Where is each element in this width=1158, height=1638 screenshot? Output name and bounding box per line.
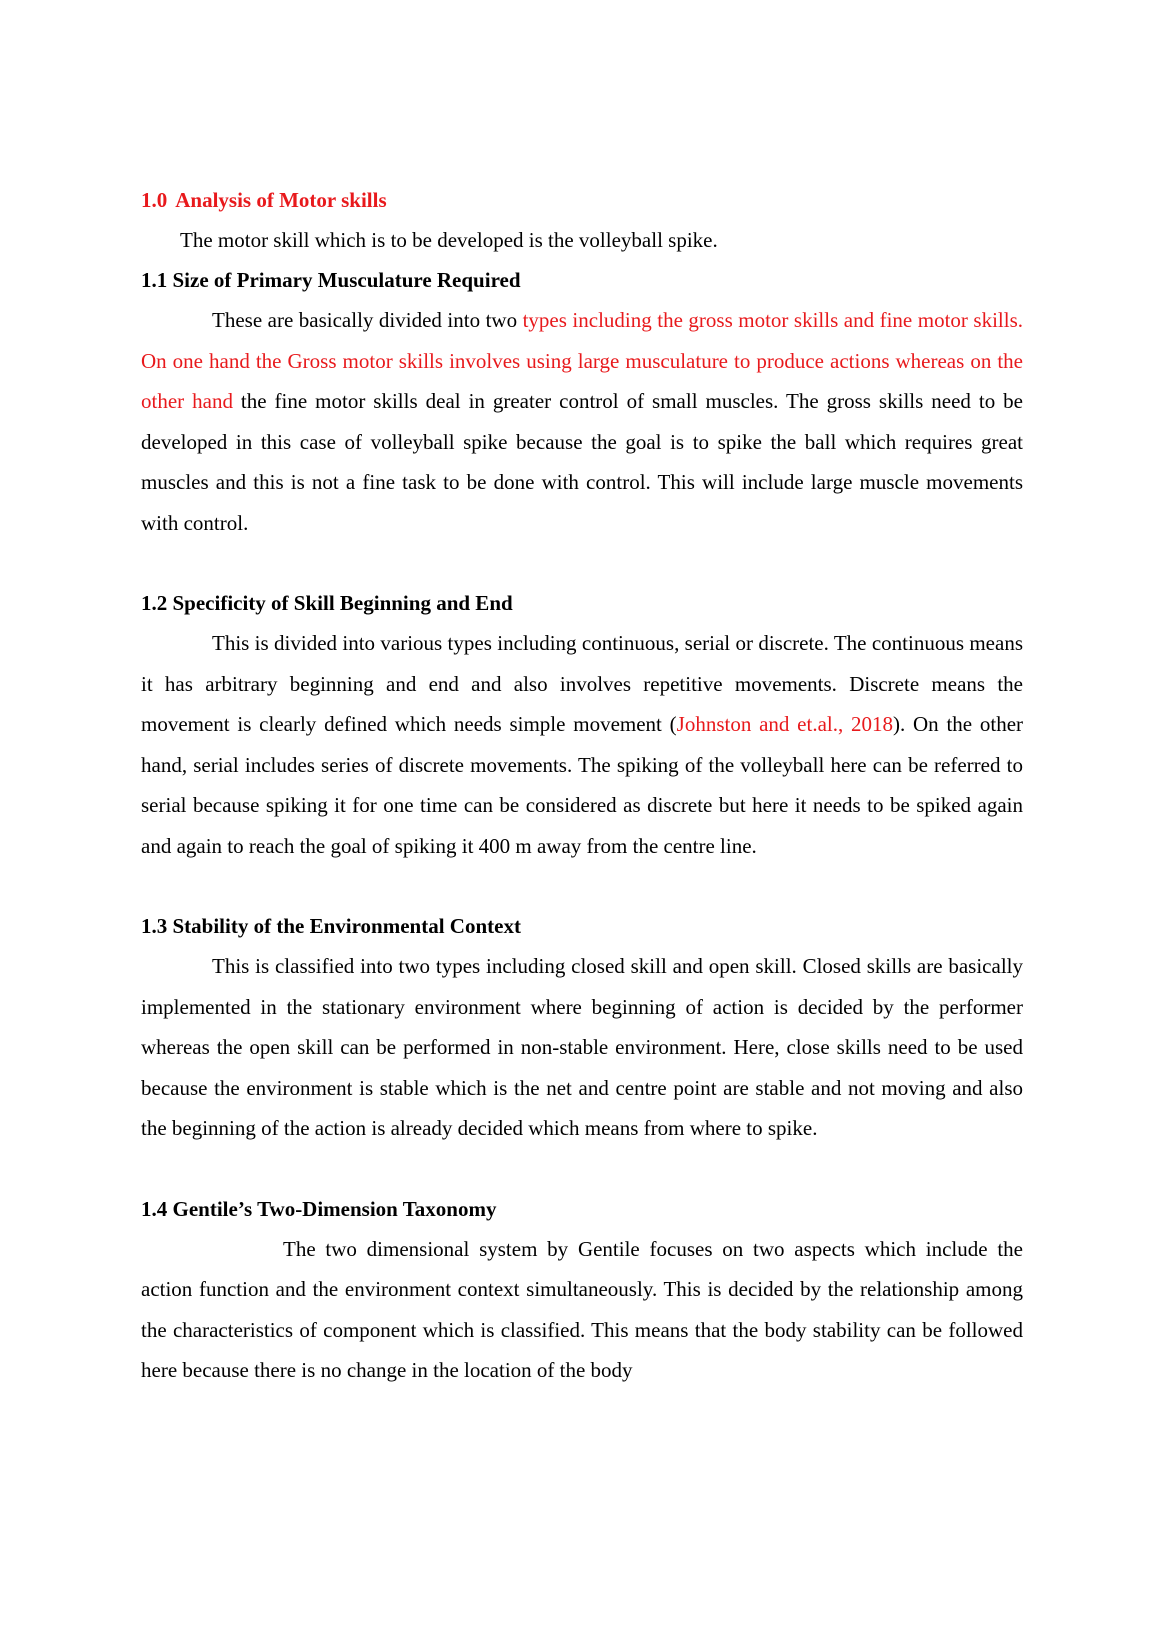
spacer	[141, 866, 1023, 906]
spacer	[141, 1149, 1023, 1189]
section-1-1-paragraph	[141, 300, 1023, 543]
spacer	[141, 543, 1023, 583]
intro-sentence: The motor skill which is to be developed is the volleyball spike.	[180, 228, 718, 252]
section-1-3-title: 1.3 Stability of the Environmental Context	[141, 914, 521, 938]
section-1-2-paragraph	[141, 623, 1023, 866]
main-heading	[141, 180, 1023, 220]
main-heading-number: 1.0	[141, 188, 168, 212]
section-1-1-title: 1.1 Size of Primary Musculature Required	[141, 268, 521, 292]
section-1-4-title: 1.4 Gentile’s Two-Dimension Taxonomy	[141, 1196, 497, 1221]
main-heading-title: Analysis of Motor skills	[175, 188, 387, 212]
citation-link: Johnston and et.al., 2018	[676, 712, 893, 736]
section-1-4-paragraph: The two dimensional system by Gentile focuses on two aspects which include the action function and the environment context simultaneously. This is decided by the relationship among the characteristics of component which is classified. This means that the body stability can be followed here because there is no change in the location of the body	[141, 1236, 1023, 1382]
section-1-3-paragraph: This is classified into two types including closed skill and open skill. Closed skills are basically implemented in the stationary environment where beginning of action is decided by the performer whereas the open skill can be performed in non-stable environment. Here, close skills need to be used because the environment is stable which is the net and centre point are stable and not moving and also the beginning of the action is already decided which means from where to spike.	[141, 954, 1023, 1140]
section-1-2-text-b: ). On the other hand, serial includes series of discrete movements. The spiking of the volleyball here can be referred to serial because spiking it for one time can be considered as discrete but here it needs to be spiked again and again to reach the goal of spiking it 400 m away from the centre line.	[141, 712, 1024, 858]
document-page	[141, 180, 1023, 1391]
section-1-2-title: 1.2 Specificity of Skill Beginning and End	[141, 591, 513, 615]
section-1-1-text-a: These are basically divided into two	[212, 308, 523, 332]
section-1-1-highlight: types including the gross motor skills and fine motor skills. On one hand the Gross motor skills involves using large musculature to produce actions whereas on the other hand	[141, 308, 1023, 413]
section-1-2-text-a: This is divided into various types including continuous, serial or discrete. The continuous means it has arbitrary beginning and end and also involves repetitive movements. Discrete means the movement is clearly defined which needs simple movement (	[141, 631, 1023, 736]
section-1-1-text-b: the fine motor skills deal in greater control of small muscles. The gross skills need to be developed in this case of volleyball spike because the goal is to spike the ball which requires great muscles and this is not a fine task to be done with control. This will include large muscle movements with control.	[141, 389, 1023, 535]
